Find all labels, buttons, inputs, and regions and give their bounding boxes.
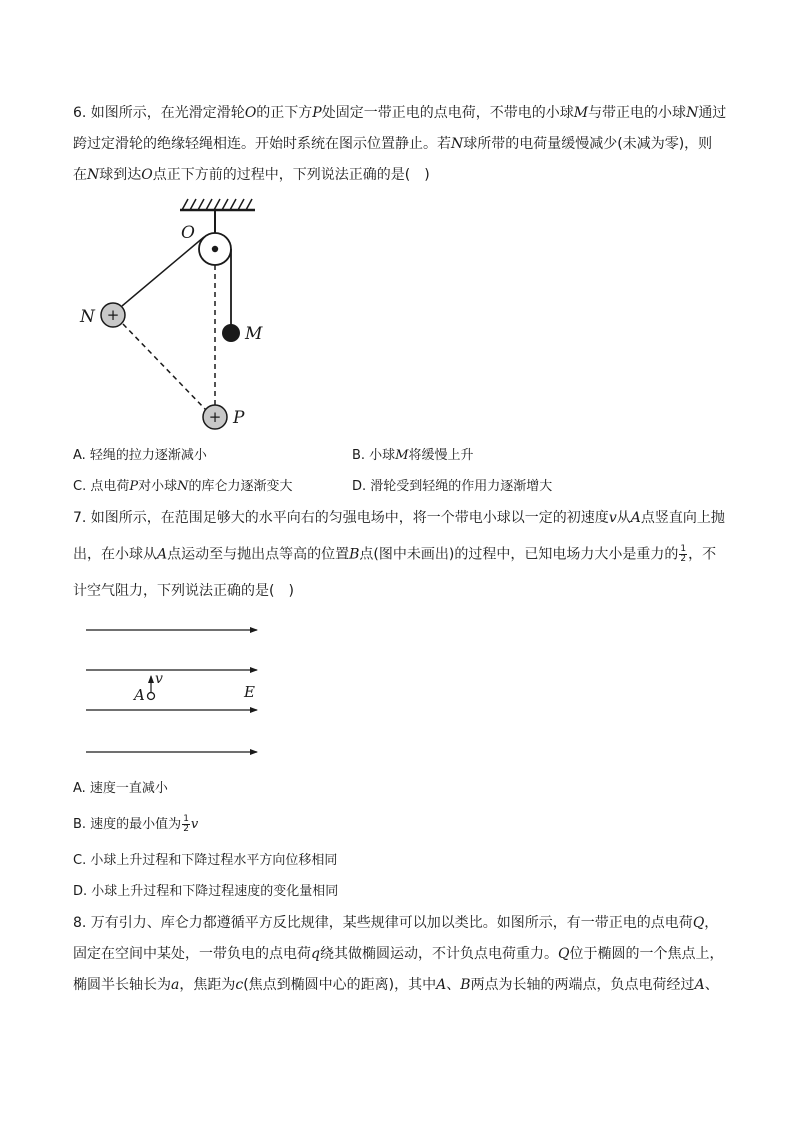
q6-line-1: 6. 如图所示，在光滑定滑轮O的正下方P处固定一带正电的点电荷，不带电的小球M与带正电的小球N通过 — [73, 105, 727, 121]
fraction-one-half: $\frac{1}{2}$ — [680, 544, 687, 564]
q7-line-1: 7. 如图所示，在范围足够大的水平向右的匀强电场中，将一个带电小球以一定的初速度v从A点竖直向上抛 — [73, 510, 725, 526]
q7-line-2: 出，在小球从A点运动至与抛出点等高的位置B点(图中未画出)的过程中，已知电场力大小是重力的 $\frac{1}{2}$ ，不 — [73, 544, 717, 564]
q6-line-2: 跨过定滑轮的绝缘轻绳相连。开始时系统在图示位置静止。若N球所带的电荷量缓慢减少(未减为零)，则 — [73, 136, 713, 152]
q7-line-3: 计空气阻力，下列说法正确的是( ) — [73, 583, 294, 599]
ball-A — [148, 693, 155, 700]
label-P: P — [233, 408, 245, 428]
label-A: A — [134, 686, 145, 704]
q7-option-c: C. 小球上升过程和下降过程水平方向位移相同 — [73, 853, 338, 868]
q6-option-a: A. 轻绳的拉力逐渐减小 — [73, 448, 207, 463]
q7-option-a: A. 速度一直减小 — [73, 781, 168, 796]
q7-option-b: B. 速度的最小值为 $\frac{1}{2}$ v — [73, 814, 199, 834]
q6-option-b: B. 小球M将缓慢上升 — [352, 448, 474, 463]
label-M: M — [245, 324, 263, 344]
q6-option-c: C. 点电荷P对小球N的库仑力逐渐变大 — [73, 479, 293, 494]
label-v: v — [155, 671, 163, 687]
q6-option-d: D. 滑轮受到轻绳的作用力逐渐增大 — [352, 479, 553, 494]
q8-line-1: 8. 万有引力、库仑力都遵循平方反比规律，某些规律可以加以类比。如图所示，有一带正电的点电荷Q， — [73, 915, 719, 931]
charge-N-plus: + — [106, 306, 120, 324]
q8-line-3: 椭圆半长轴长为a，焦距为c(焦点到椭圆中心的距离)，其中A、B两点为长轴的两端点，负点电荷经过A、 — [73, 977, 719, 993]
label-N: N — [80, 307, 95, 327]
fraction-one-half-b: $\frac{1}{2}$ — [183, 814, 189, 834]
q7-option-d: D. 小球上升过程和下降过程速度的变化量相同 — [73, 884, 339, 899]
q6-line-3: 在N球到达O点正下方前的过程中，下列说法正确的是( ) — [73, 167, 430, 183]
charge-P-plus: + — [208, 408, 222, 426]
label-O: O — [181, 223, 195, 243]
label-E: E — [244, 683, 255, 701]
q8-line-2: 固定在空间中某处，一带负电的点电荷q绕其做椭圆运动，不计负点电荷重力。Q位于椭圆的一个焦点上， — [73, 946, 724, 962]
